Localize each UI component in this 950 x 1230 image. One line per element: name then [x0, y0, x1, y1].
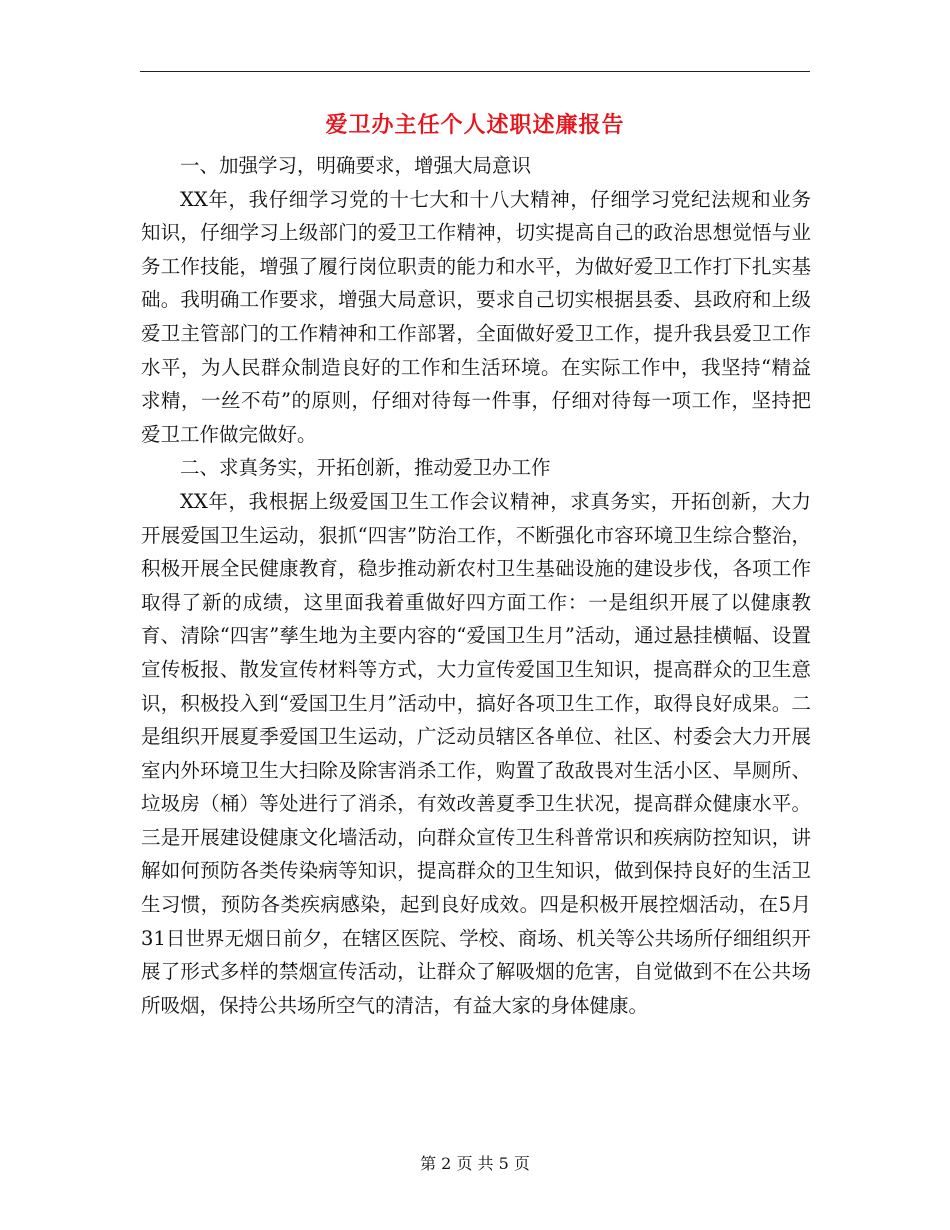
body-paragraph-1: XX年，我仔细学习党的十七大和十八大精神，仔细学习党纪法规和业务知识，仔细学习上级部门的爱卫工作精神，切实提高自己的政治思想觉悟与业务工作技能，增强了履行岗位职责的能力和水平，为做好爱卫工作打下扎实基础。我明确工作要求，增强大局意识，要求自己切实根据县委、县政府和上级爱卫主管部门的工作精神和工作部署，全面做好爱卫工作，提升我县爱卫工作水平，为人民群众制造良好的工作和生活环境。在实际工作中，我坚持“精益求精，一丝不苟”的原则，仔细对待每一件事，仔细对待每一项工作，坚持把爱卫工作做完做好。	[141, 187, 811, 446]
body-paragraph-2: XX年，我根据上级爱国卫生工作会议精神，求真务实，开拓创新，大力开展爱国卫生运动，狠抓“四害”防治工作，不断强化市容环境卫生综合整治，积极开展全民健康教育，稳步推动新农村卫生基础设施的建设步伐，各项工作取得了新的成绩，这里面我着重做好四方面工作：一是组织开展了以健康教育、清除“四害”孳生地为主要内容的“爱国卫生月”活动，通过悬挂横幅、设置宣传板报、散发宣传材料等方式，大力宣传爱国卫生知识，提高群众的卫生意识，积极投入到“爱国卫生月”活动中，搞好各项卫生工作，取得良好成果。二是组织开展夏季爱国卫生运动，广泛动员辖区各单位、社区、村委会大力开展室内外环境卫生大扫除及除害消杀工作，购置了敌敌畏对生活小区、旱厕所、垃圾房（桶）等处进行了消杀，有效改善夏季卫生状况，提高群众健康水平。三是开展建设健康文化墙活动，向群众宣传卫生科普常识和疾病防控知识，讲解如何预防各类传染病等知识，提高群众的卫生知识，做到保持良好的生活卫生习惯，预防各类疾病感染，起到良好成效。四是积极开展控烟活动，在5月31日世界无烟日前夕，在辖区医院、学校、商场、机关等公共场所仔细组织开展了形式多样的禁烟宣传活动，让群众了解吸烟的危害，自觉做到不在公共场所吸烟，保持公共场所空气的清洁，有益大家的身体健康。	[141, 489, 811, 1017]
document-body	[141, 149, 811, 1022]
document-title: 爱卫办主任个人述职述廉报告	[325, 113, 625, 138]
header-rule	[140, 71, 810, 72]
section-heading-1: 一、加强学习，明确要求，增强大局意识	[180, 154, 532, 177]
section-heading-2: 二、求真务实，开拓创新，推动爱卫办工作	[180, 456, 551, 480]
page-number-footer: 第 2 页 共 5 页	[420, 1154, 530, 1173]
